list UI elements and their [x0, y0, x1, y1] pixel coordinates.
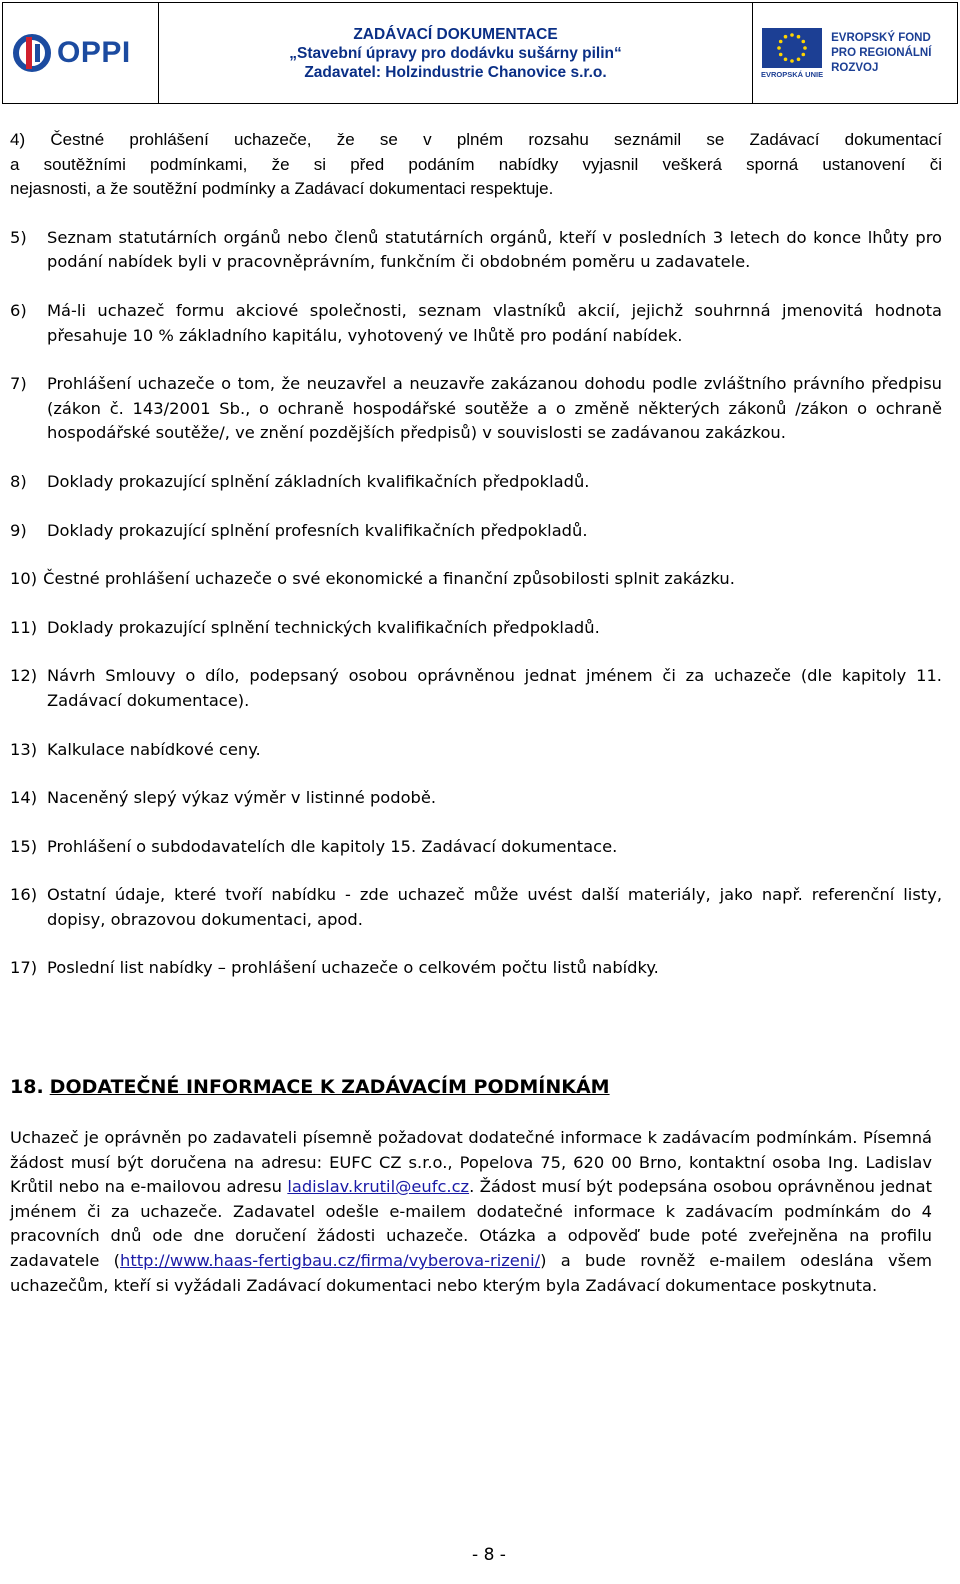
list-item-text: Poslední list nabídky – prohlášení uchazeče o celkovém počtu listů nabídky. [47, 958, 659, 978]
paragraph-text: Uchazeč je oprávněn po zadavateli písemně požadovat dodatečné informace k zadávacím podmínkám. Písemná žádost musí být doručena na adresu: EUFC CZ s.r.o., Popelova 75, 620 00 Brno, kontaktní osoba Ing. Ladislav Krůtil nebo na e-mailovou adresu [10, 1128, 932, 1197]
list-item-text: Kalkulace nabídkové ceny. [47, 739, 261, 759]
document-header [2, 2, 958, 104]
list-item [10, 372, 942, 446]
paragraph-text: . Žádost musí být podepsána osobou oprávněnou jednat jménem či za uchazeče. Zadavatel odešle e-mailem dodatečné informace k zadávacím podmínkám do 4 pracovních dnů ode dne doručení žádosti uchazeče. Otázka a odpověď bude poté zveřejněna na profilu zadavatele ( [10, 1177, 932, 1270]
oppi-logo [3, 3, 159, 103]
project-name: „Stavební úpravy pro dodávku sušárny pilin“ [289, 44, 622, 62]
list-item-number: 12) [10, 666, 38, 686]
section-number: 18. [10, 1076, 44, 1098]
list-item [10, 738, 942, 763]
page-number: - 8 - [472, 1545, 506, 1565]
list-item [10, 835, 942, 860]
section-title: DODATEČNÉ INFORMACE K ZADÁVACÍM PODMÍNKÁM [49, 1076, 610, 1098]
list-item [10, 664, 942, 713]
list-item-number: 14) [10, 788, 38, 808]
paragraph-text: ) a bude rovněž e-mailem odeslána všem uchazečům, kteří si vyžádali Zadávací dokumentaci nebo kterým byla Zadávací dokumentace poskytnuta. [10, 1250, 932, 1295]
list-item-number: 16) [10, 885, 38, 905]
list-item-text: Prohlášení uchazeče o tom, že neuzavřel a neuzavře zakázanou dohodu podle zvláštního právního předpisu (zákon č. 143/2001 Sb., o ochraně hospodářské soutěže a o změně některých zákonů /zákon o ochraně hospodářské soutěže/, ve znění pozdějších předpisů) v souvislosti se zadávanou zakázkou. [47, 374, 942, 443]
list-item-text: Doklady prokazující splnění základních kvalifikačních předpokladů. [47, 471, 590, 491]
eu-fund-line: EVROPSKÝ FOND [831, 31, 931, 44]
section-heading [10, 1076, 610, 1098]
oppi-logo-text: OPPI [57, 36, 131, 69]
eu-fund-line: PRO REGIONÁLNÍ [831, 46, 932, 59]
list-item [10, 299, 942, 348]
list-item-number: 13) [10, 739, 38, 759]
list-item-number: 8) [10, 471, 27, 491]
list-item [10, 616, 942, 641]
doc-title: ZADÁVACÍ DOKUMENTACE [353, 25, 558, 43]
list-item-text: Prohlášení o subdodavatelích dle kapitoly 15. Zadávací dokumentace. [47, 836, 618, 856]
eu-fund-line: ROZVOJ [831, 61, 879, 74]
eu-flag-icon [762, 28, 822, 68]
list-item-number: 11) [10, 617, 38, 637]
email-link[interactable]: ladislav.krutil@eufc.cz [287, 1177, 470, 1197]
eu-fund-text [831, 31, 931, 76]
list-item-number: 5) [10, 227, 27, 247]
list-item-text: Čestné prohlášení uchazeče o své ekonomické a finanční způsobilosti splnit zakázku. [43, 569, 735, 589]
list-item-text: Naceněný slepý výkaz výměr v listinné podobě. [47, 788, 437, 808]
header-title-block [159, 3, 753, 103]
eu-flag [761, 28, 823, 79]
list-item-4 [10, 128, 942, 202]
list-item-text: Ostatní údaje, které tvoří nabídku - zde uchazeč může uvést další materiály, jako např. referenční listy, dopisy, obrazovou dokumentaci, apod. [47, 885, 942, 929]
list-item-number: 6) [10, 300, 27, 320]
list-item-text: Doklady prokazující splnění profesních kvalifikačních předpokladů. [47, 520, 588, 540]
item-4-line: nejasnosti, a že soutěžní podmínky a Zadávací dokumentaci respektuje. [10, 179, 554, 199]
list-item-number: 15) [10, 836, 38, 856]
item-4-line: 4) Čestné prohlášení uchazeče, že se v plném rozsahu seznámil se Zadávací dokumentací [10, 130, 942, 149]
list-item [10, 470, 942, 495]
list-item-text: Návrh Smlouvy o dílo, podepsaný osobou oprávněnou jednat jménem či za uchazeče (dle kapitoly 11. Zadávací dokumentace). [47, 666, 942, 710]
list-item-text: Má-li uchazeč formu akciové společnosti, seznam vlastníků akcií, jejichž souhrnná jmenovitá hodnota přesahuje 10 % základního kapitálu, vyhotovený ve lhůtě pro podání nabídek. [47, 300, 942, 345]
section-18-paragraph [10, 1126, 932, 1298]
list-item [10, 519, 942, 544]
profile-url-link[interactable]: http://www.haas-fertigbau.cz/firma/vyberova-rizeni/ [120, 1250, 541, 1270]
oppi-emblem-icon [11, 32, 53, 74]
list-item-text: Doklady prokazující splnění technických kvalifikačních předpokladů. [47, 617, 600, 637]
list-item [10, 226, 942, 275]
eu-flag-caption: EVROPSKÁ UNIE [761, 69, 824, 79]
list-item [10, 786, 942, 811]
list-item-number: 17) [10, 958, 38, 978]
list-item [10, 956, 942, 981]
list-item-text: Seznam statutárních orgánů nebo členů statutárních orgánů, kteří v posledních 3 letech do konce lhůty pro podání nabídek byli v pracovněprávním, funkčním či obdobném poměru u zadavatele. [47, 227, 942, 272]
list-item [10, 883, 942, 932]
list-item-number: 7) [10, 374, 27, 394]
item-4-line: a soutěžními podmínkami, že si před podáním nabídky vyjasnil veškerá sporná ustanovení či [10, 154, 942, 174]
list-item [10, 567, 942, 592]
eu-logo [753, 3, 957, 103]
list-item-number: 9) [10, 520, 27, 540]
contracting-authority: Zadavatel: Holzindustrie Chanovice s.r.o. [304, 63, 607, 81]
document-body [10, 128, 942, 1005]
list-item-number: 10) [10, 569, 38, 589]
